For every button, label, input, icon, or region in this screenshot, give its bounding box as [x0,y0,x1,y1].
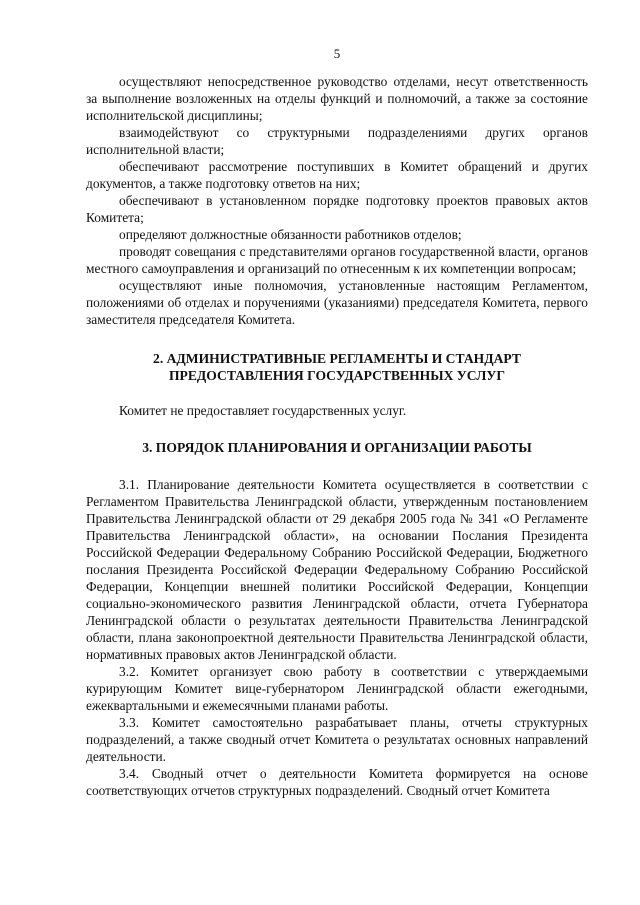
intro-list [86,73,588,328]
paragraph: проводят совещания с представителями органов государственной власти, органов местного самоуправления и организаций по отнесенным к их компетенции вопросам; [86,244,588,276]
section-2-heading-line-1: 2. АДМИНИСТРАТИВНЫЕ РЕГЛАМЕНТЫ И СТАНДАРТ [153,351,521,366]
paragraph: осуществляют иные полномочия, установленные настоящим Регламентом, положениями об отделах и поручениями (указаниями) председателя Комитета, первого заместителя председателя Комитета. [86,278,588,327]
paragraph-3-3: 3.3. Комитет самостоятельно разрабатывает планы, отчеты структурных подразделений, а также сводный отчет Комитета о результатах основных направлений деятельности. [86,715,588,764]
section-2-heading-line-2: ПРЕДОСТАВЛЕНИЯ ГОСУДАРСТВЕННЫХ УСЛУГ [168,368,506,383]
paragraph: определяют должностные обязанности работников отделов; [119,227,462,242]
paragraph: осуществляют непосредственное руководство отделами, несут ответственность за выполнение возложенных на отделы функций и полномочий, а также за состояние исполнительской дисциплины; [86,74,588,123]
paragraph-3-4: 3.4. Сводный отчет о деятельности Комитета формируется на основе соответствующих отчетов структурных подразделений. Сводный отчет Комитета [86,766,588,798]
section-3-body [86,476,588,799]
paragraph: взаимодействуют со структурными подразделениями других органов исполнительной власти; [86,125,588,157]
paragraph: Комитет не предоставляет государственных услуг. [119,403,407,418]
section-2-heading [86,350,588,384]
section-2-body [86,402,588,419]
page-number: 5 [333,46,341,61]
paragraph: обеспечивают рассмотрение поступивших в Комитет обращений и других документов, а также подготовку ответов на них; [86,159,588,191]
paragraph-3-2: 3.2. Комитет организует свою работу в соответствии с утверждаемыми курирующим Комитет вице-губернатором Ленинградской области ежегодными, ежеквартальными и ежемесячными планами работы. [86,664,588,713]
paragraph-3-1: 3.1. Планирование деятельности Комитета осуществляется в соответствии с Регламентом Правительства Ленинградской области, утвержденным постановлением Правительства Ленинградской области от 29 декабря 2005 года № 341 «О Регламенте Правительства Ленинградской области», на основании Послания Президента Российской Федерации Федеральному Собранию Российской Федерации, Бюджетного послания Президента Российской Федерации Федеральному Собранию Российской Федерации, Концепции внешней политики Российской Федерации, Концепции социально-экономического развития Ленинградской области, отчета Губернатора Ленинградской области о результатах деятельности Правительства Ленинградской области, плана законопроектной деятельности Правительства Ленинградской области, нормативных правовых актов Ленинградской области. [86,477,588,662]
section-3-heading: 3. ПОРЯДОК ПЛАНИРОВАНИЯ И ОРГАНИЗАЦИИ РАБОТЫ [142,440,532,455]
paragraph: обеспечивают в установленном порядке подготовку проектов правовых актов Комитета; [86,193,588,225]
